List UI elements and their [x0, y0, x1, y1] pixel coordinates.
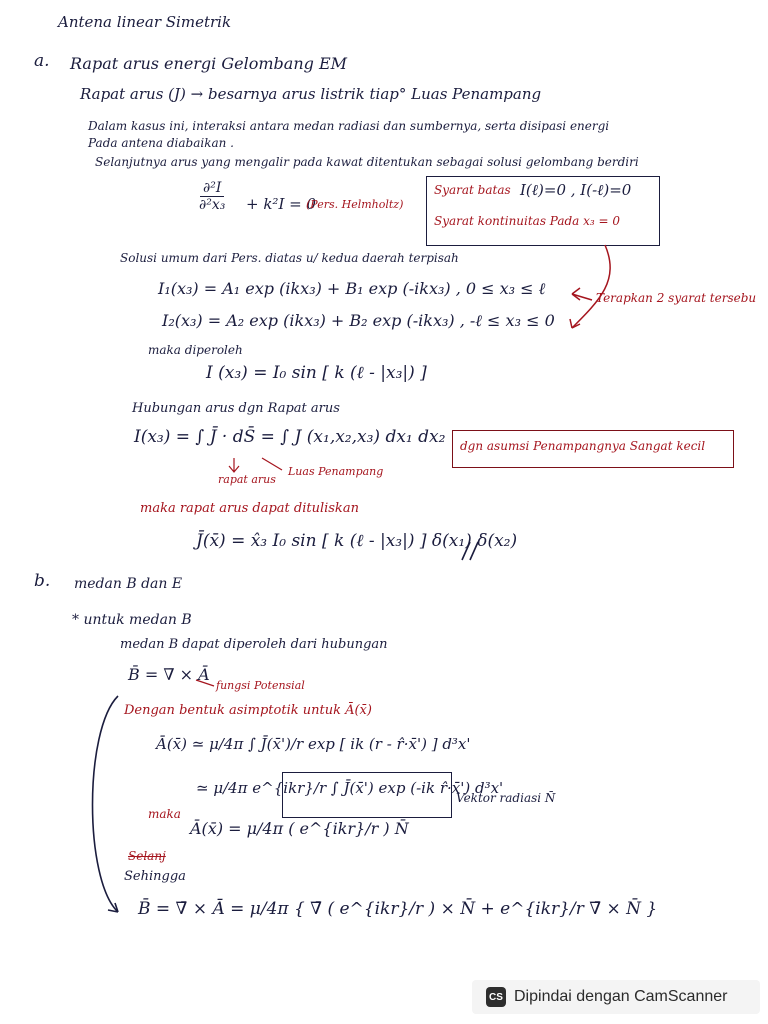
boundary-condition-equation: I(ℓ)=0 , I(-ℓ)=0	[520, 181, 632, 199]
left-brace-arrow	[108, 903, 118, 912]
camscanner-logo: CS	[486, 987, 506, 1007]
annotation-potential: fungsi Potensial	[216, 679, 305, 692]
then-obtained-text: maka diperoleh	[148, 343, 243, 357]
camscanner-watermark	[472, 980, 760, 1014]
then-label: maka	[148, 807, 181, 821]
area-arrow	[262, 458, 282, 470]
camscanner-text: Dipindai dengan CamScanner	[514, 988, 728, 1005]
annotation-current-density: rapat arus	[218, 473, 276, 486]
part-b-heading: medan B dan E	[74, 576, 183, 592]
helmholtz-denominator: ∂²x₃	[199, 197, 226, 213]
equation-a-2: ≃ μ/4π e^{ikr}/r ∫ J̄(x̄') exp (-ik r̂·x̄') d³x'	[196, 779, 504, 797]
apply-arrow	[572, 288, 592, 300]
part-b-subheading: * untuk medan B	[72, 612, 192, 628]
asymptotic-text: Dengan bentuk asimptotik untuk Ā(x̄)	[124, 703, 372, 718]
relation-heading: Hubungan arus dgn Rapat arus	[132, 401, 340, 416]
helmholtz-numerator: ∂²I	[200, 180, 224, 197]
apply-conditions-note: Terapkan 2 syarat tersebu	[596, 291, 757, 305]
boundary-condition-label: Syarat batas	[434, 183, 511, 197]
equation-a-3: Ā(x̄) = μ/4π ( e^{ikr}/r ) N̄	[190, 819, 409, 838]
part-b-line-1: medan B dapat diperoleh dari hubungan	[120, 637, 388, 652]
radiation-vector-label: Vektor radiasi N̄	[456, 791, 556, 805]
therefore-text: Sehingga	[124, 869, 186, 884]
density-arrow	[229, 458, 239, 472]
conditions-arrow	[572, 245, 610, 328]
part-a-label: a.	[34, 51, 50, 71]
equation-current-density: J̄(x̄) = x̂₃ I₀ sin [ k (ℓ - |x₃|) ] δ(x₁) δ(x₂)	[196, 531, 518, 551]
part-a-heading: Rapat arus energi Gelombang EM	[70, 54, 348, 73]
paragraph-line-1: Dalam kasus ini, interaksi antara medan radiasi dan sumbernya, serta disipasi energi	[88, 119, 610, 133]
general-solution-text: Solusi umum dari Pers. diatas u/ kedua daerah terpisah	[120, 251, 459, 265]
conditions-arrow-head	[570, 319, 580, 328]
left-brace	[93, 696, 119, 912]
radiation-vector-box	[282, 772, 452, 818]
equation-relation: I(x₃) = ∫ J̄ · dS̄ = ∫ J (x₁,x₂,x₃) dx₁ dx₂	[134, 427, 446, 447]
page-title: Antena linear Simetrik	[58, 13, 232, 31]
paragraph-line-3: Selanjutnya arus yang mengalir pada kawat ditentukan sebagai solusi gelombang berdiri	[95, 155, 639, 169]
then-density-text: maka rapat arus dapat dituliskan	[140, 501, 359, 516]
annotation-cross-section: Luas Penampang	[288, 465, 384, 478]
crossed-out-word: Selanj	[128, 849, 166, 863]
equation-b-final: B̄ = ∇̄ × Ā = μ/4π { ∇̄ ( e^{ikr}/r ) × N̄ + e^{ikr}/r ∇̄ × N̄ }	[138, 899, 658, 919]
paragraph-line-2: Pada antena diabaikan .	[88, 136, 234, 150]
current-density-definition: Rapat arus (J) → besarnya arus listrik tiap° Luas Penampang	[80, 85, 542, 103]
equation-a-1: Ā(x̄) ≃ μ/4π ∫ J̄(x̄')/r exp [ ik (r - r̂·x̄') ] d³x'	[156, 735, 471, 753]
helmholtz-rest: + k²I = 0	[246, 195, 317, 213]
assumption-text: dgn asumsi Penampangnya Sangat kecil	[460, 439, 706, 453]
equation-b-curl: B̄ = ∇̄ × Ā	[128, 665, 210, 684]
equation-i2: I₂(x₃) = A₂ exp (ikx₃) + B₂ exp (-ikx₃) , -ℓ ≤ x₃ ≤ 0	[162, 311, 555, 330]
helmholtz-fraction	[196, 180, 228, 213]
equation-current: I (x₃) = I₀ sin [ k (ℓ - |x₃|) ]	[206, 363, 427, 383]
continuity-condition: Syarat kontinuitas Pada x₃ = 0	[434, 214, 621, 228]
helmholtz-note: (Pers. Helmholtz)	[306, 198, 404, 211]
equation-i1: I₁(x₃) = A₁ exp (ikx₃) + B₁ exp (-ikx₃) , 0 ≤ x₃ ≤ ℓ	[158, 279, 546, 298]
part-b-label: b.	[34, 571, 51, 591]
